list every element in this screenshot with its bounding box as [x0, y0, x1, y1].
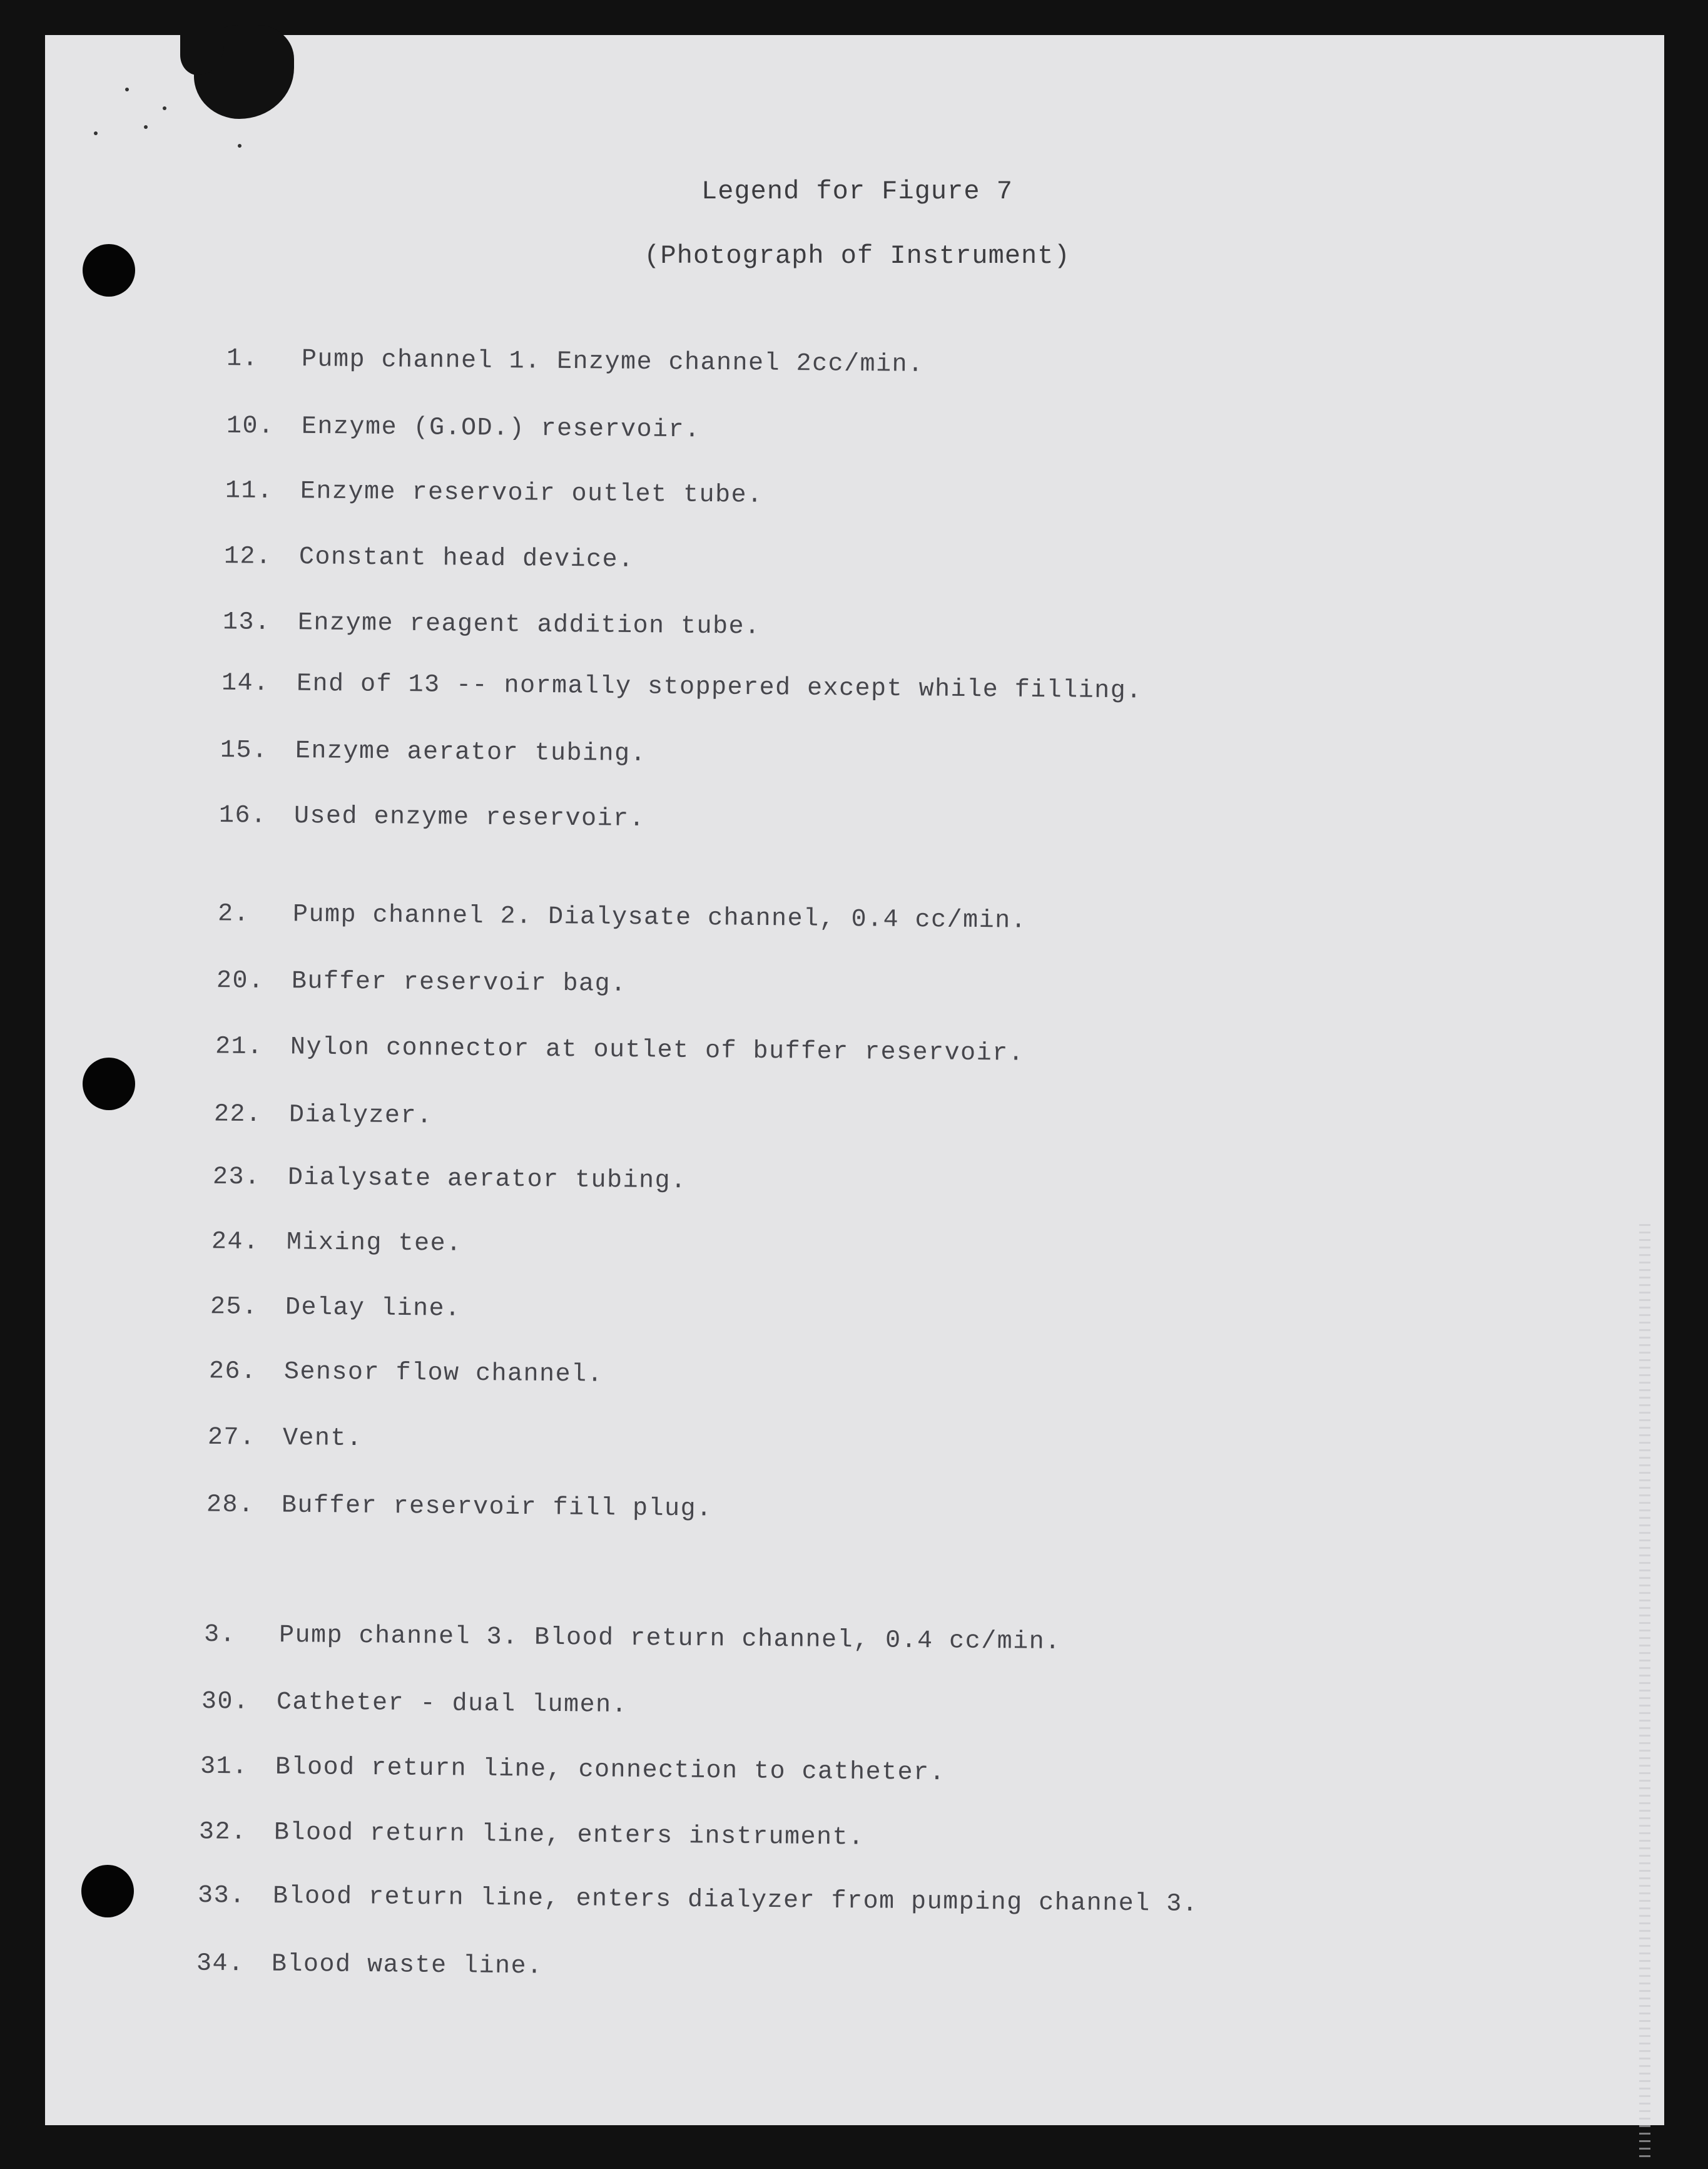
item-text: Dialysate aerator tubing. [287, 1163, 687, 1196]
item-number: 25. [210, 1293, 258, 1322]
legend-item [210, 1293, 461, 1323]
item-text: Enzyme aerator tubing. [295, 737, 647, 768]
item-number: 28. [206, 1491, 255, 1520]
binder-hole-bottom [81, 1865, 134, 1917]
item-number: 20. [216, 967, 265, 996]
item-number: 22. [213, 1100, 262, 1130]
item-number: 16. [218, 802, 267, 830]
item-text: Vent. [282, 1424, 363, 1454]
item-number: 12. [223, 543, 272, 571]
item-number: 11. [225, 477, 273, 506]
item-text: Delay line. [285, 1294, 461, 1324]
legend-item [199, 1818, 865, 1852]
item-text: End of 13 -- normally stoppered except while filling. [296, 670, 1142, 706]
legend-item [226, 412, 701, 445]
item-text: Constant head device. [298, 543, 634, 574]
item-number: 26. [208, 1357, 257, 1386]
legend-item [216, 967, 627, 999]
item-text: Enzyme (G.OD.) reservoir. [301, 412, 701, 445]
legend-item [219, 802, 645, 834]
item-text: Pump channel 2. Dialysate channel, 0.4 cc/min. [292, 901, 1027, 936]
item-number: 2. [217, 900, 250, 929]
legend-item [196, 1950, 543, 1981]
item-number: 14. [221, 669, 270, 698]
item-text: Dialyzer. [288, 1101, 433, 1131]
item-text: Nylon connector at outlet of buffer reservoir. [290, 1033, 1025, 1068]
item-text: Enzyme reservoir outlet tube. [300, 477, 763, 510]
legend-item [213, 1163, 687, 1196]
item-text: Buffer reservoir fill plug. [281, 1491, 713, 1524]
item-number: 24. [211, 1228, 260, 1257]
item-number: 34. [196, 1949, 245, 1979]
item-text: Pump channel 1. Enzyme channel 2cc/min. [301, 345, 924, 379]
speck [125, 88, 129, 91]
item-text: Blood return line, enters dialyzer from pumping channel 3. [272, 1882, 1199, 1919]
legend-item [209, 1357, 603, 1389]
item-text: Catheter - dual lumen. [276, 1688, 628, 1720]
legend-item [220, 737, 646, 768]
item-text: Blood return line, connection to catheter. [275, 1753, 946, 1788]
binder-hole-middle [83, 1058, 135, 1110]
page-subtitle: (Photograph of Instrument) [644, 241, 1070, 271]
item-number: 27. [207, 1423, 256, 1452]
legend-item [214, 1100, 433, 1130]
item-text: Enzyme reagent addition tube. [297, 609, 761, 641]
item-number: 33. [197, 1882, 246, 1911]
item-text: Sensor flow channel. [283, 1358, 604, 1389]
speck [94, 131, 98, 135]
item-text: Blood return line, enters instrument. [273, 1819, 865, 1852]
edge-marks [1639, 1224, 1650, 2163]
item-number: 15. [220, 737, 268, 765]
item-number: 21. [215, 1033, 263, 1062]
legend-item [225, 477, 763, 509]
item-number: 23. [212, 1163, 261, 1192]
speck [163, 106, 166, 110]
speck [238, 144, 241, 148]
legend-item [223, 608, 761, 641]
legend-item [206, 1491, 713, 1523]
legend-item [224, 543, 634, 574]
item-number: 10. [226, 412, 275, 441]
speck [144, 125, 148, 129]
item-number: 13. [222, 608, 271, 637]
page-title: Legend for Figure 7 [701, 176, 1013, 207]
legend-item [201, 1688, 628, 1720]
item-text: Pump channel 3. Blood return channel, 0.4 cc/min. [278, 1621, 1061, 1656]
item-text: Mixing tee. [286, 1228, 462, 1258]
item-text: Blood waste line. [271, 1950, 543, 1981]
item-number: 3. [203, 1621, 236, 1650]
item-number: 30. [201, 1688, 250, 1717]
item-number: 32. [198, 1818, 247, 1847]
binder-hole-top [83, 244, 135, 297]
item-text: Buffer reservoir bag. [291, 967, 627, 999]
item-number: 1. [226, 345, 259, 374]
item-text: Used enzyme reservoir. [293, 802, 646, 834]
item-number: 31. [200, 1752, 248, 1782]
legend-item [211, 1228, 462, 1258]
legend-item [208, 1424, 363, 1453]
